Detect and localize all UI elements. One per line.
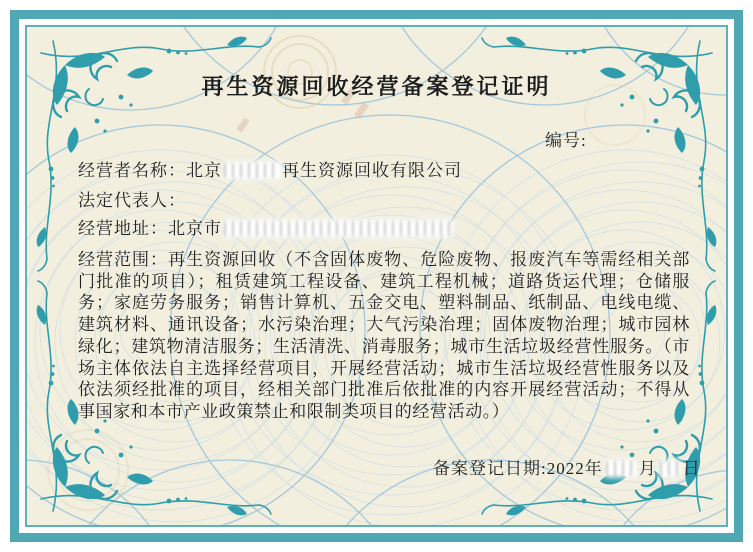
month-unit: 月: [638, 459, 657, 478]
day-unit: 日: [682, 459, 701, 478]
certificate-number-field: [545, 126, 587, 151]
redacted-day: [660, 461, 680, 476]
legal-representative-label: 法定代表人：: [78, 191, 186, 210]
redacted-month: [606, 461, 636, 476]
business-address-label: 经营地址：: [78, 219, 168, 238]
business-scope-label: 经营范围：: [78, 250, 169, 269]
operator-name-suffix: 再生资源回收有限公司: [282, 161, 462, 180]
redacted-address: [224, 221, 452, 236]
redacted-operator-name: [224, 163, 280, 178]
number-label: 编号:: [545, 131, 587, 150]
registration-date-prefix: 备案登记日期:2022年: [433, 459, 603, 478]
operator-name-prefix: 北京: [186, 161, 222, 180]
business-address-row: [78, 214, 452, 239]
operator-name-row: [78, 156, 462, 181]
business-scope-text: 再生资源回收（不含固体废物、危险废物、报废汽车等需经相关部门批准的项目）；租赁建筑工程设备、建筑工程机械；道路货运代理；仓储服务；家庭劳务服务；销售计算机、五金交电、塑料制品、纸制品、电线电缆、建筑材料、通讯设备；水污染治理；大气污染治理；固体废物治理；城市园林绿化；建筑物清洁服务；生活清洗、消毒服务；城市生活垃圾经营性服务。（市场主体依法自主选择经营项目，开展经营活动；城市生活垃圾经营性服务以及依法须经批准的项目，经相关部门批准后依批准的内容开展经营活动；不得从事国家和本市产业政策禁止和限制类项目的经营活动。）: [78, 250, 690, 421]
operator-name-label: 经营者名称：: [78, 161, 186, 180]
certificate-title: 再生资源回收经营备案登记证明: [201, 74, 552, 99]
registration-date-row: [433, 454, 701, 479]
legal-representative-row: [78, 186, 186, 211]
business-address-prefix: 北京市: [168, 219, 222, 238]
business-scope-paragraph: [78, 249, 690, 423]
